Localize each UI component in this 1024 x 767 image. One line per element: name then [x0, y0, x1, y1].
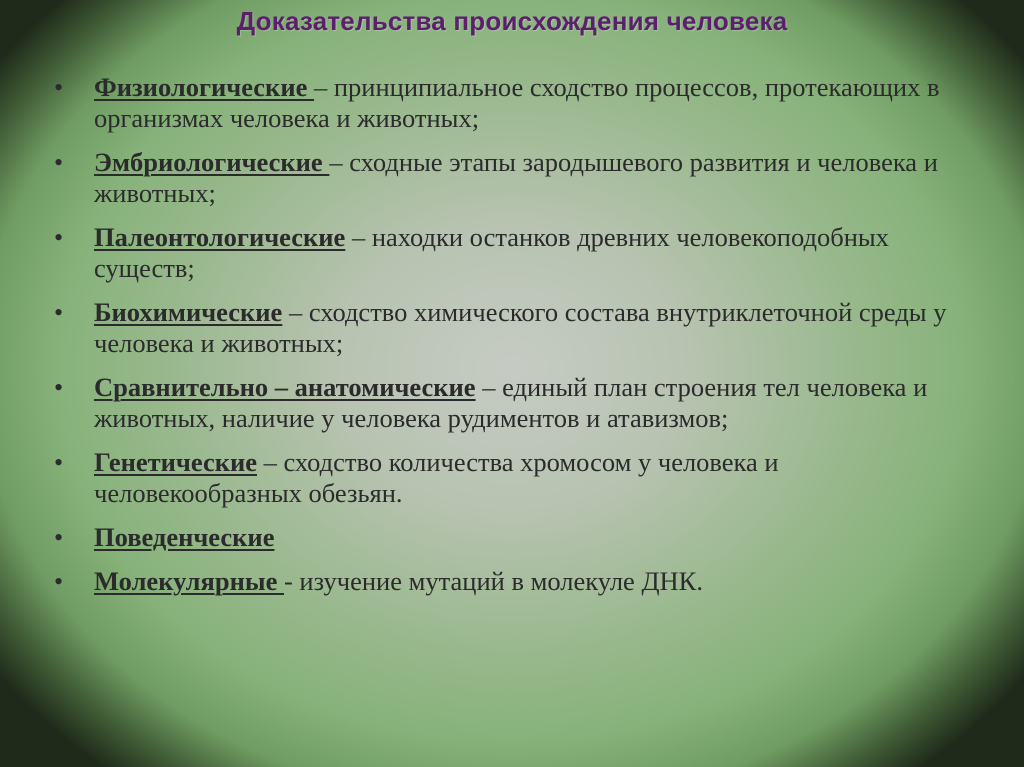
bullet-icon: • [54, 567, 64, 596]
evidence-list [52, 72, 972, 610]
list-item-comparative-anatomical [52, 372, 972, 434]
bullet-icon: • [54, 148, 64, 177]
item-description: - изучение мутаций в молекуле ДНК. [283, 566, 703, 596]
list-item-paleontological [52, 222, 972, 284]
list-item-embryological [52, 147, 972, 209]
bullet-icon: • [54, 523, 64, 552]
item-term: Генетические [94, 447, 258, 477]
item-description: – находки останков древних человекоподобных существ; [94, 222, 889, 283]
item-term: Сравнительно – анатомические [94, 372, 476, 402]
list-item-molecular [52, 566, 972, 597]
list-item-biochemical [52, 297, 972, 359]
item-description: – сходство количества хромосом у человека и человекообразных обезьян. [94, 447, 779, 508]
bullet-icon: • [54, 73, 64, 102]
item-description: – сходные этапы зародышевого развития и человека и животных; [94, 147, 938, 208]
item-term: Биохимические [94, 297, 283, 327]
bullet-icon: • [54, 373, 64, 402]
item-description: – принципиальное сходство процессов, протекающих в организмах человека и животных; [94, 72, 940, 133]
list-item-physiological [52, 72, 972, 134]
item-term: Физиологические [94, 72, 314, 102]
item-term: Палеонтологические [94, 222, 346, 252]
item-description: – единый план строения тел человека и животных, наличие у человека рудиментов и атавизмов; [94, 372, 928, 433]
list-item-genetic [52, 447, 972, 509]
item-description: – сходство химического состава внутриклеточной среды у человека и животных; [94, 297, 947, 358]
slide-title: Доказательства происхождения человека [236, 6, 788, 36]
item-term: Эмбриологические [94, 147, 330, 177]
bullet-icon: • [54, 223, 64, 252]
list-item-behavioral [52, 522, 972, 553]
item-term: Поведенческие [94, 522, 275, 552]
bullet-icon: • [54, 448, 64, 477]
item-term: Молекулярные [94, 566, 284, 596]
bullet-icon: • [54, 298, 64, 327]
